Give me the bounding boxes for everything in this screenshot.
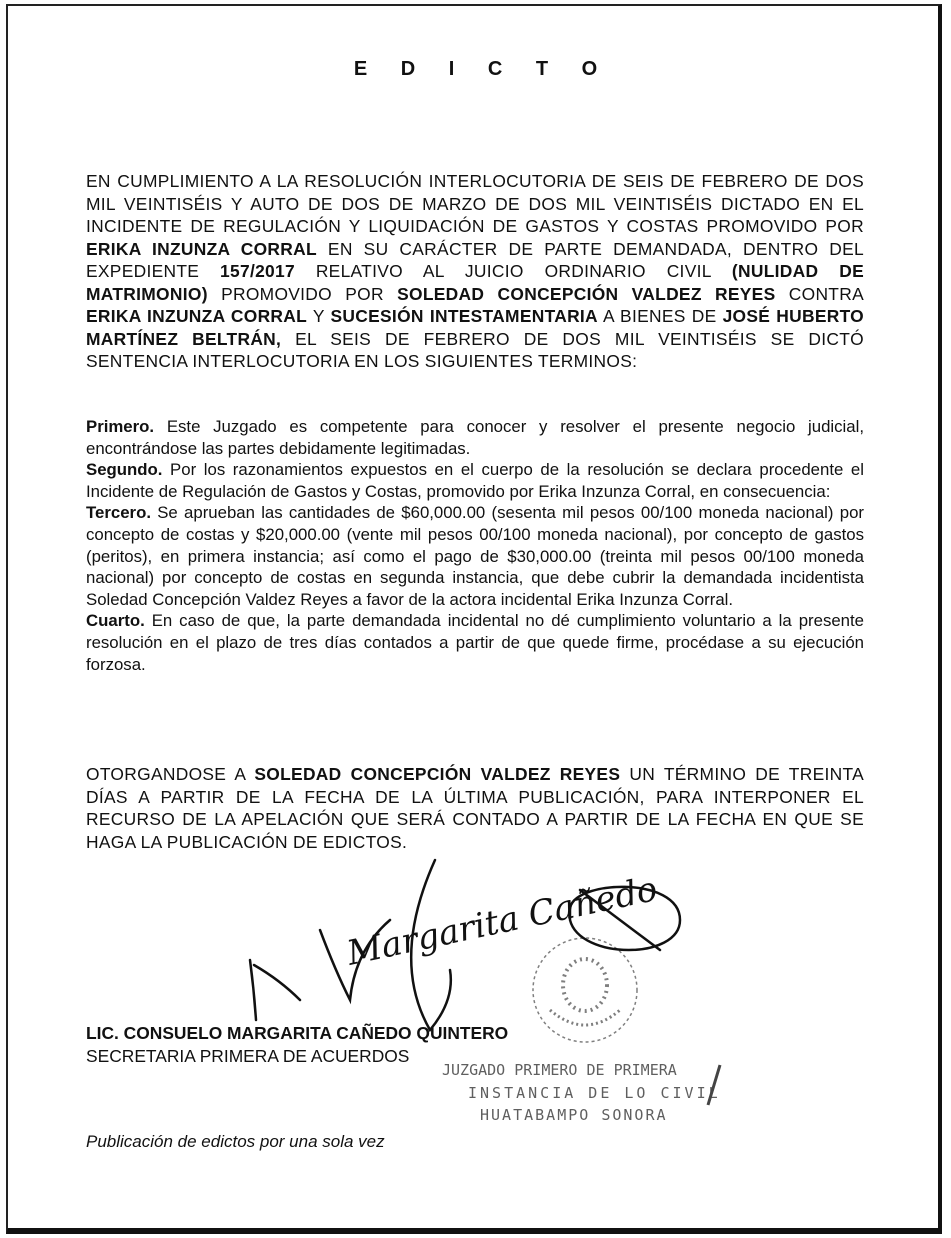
resolutivo-text: Este Juzgado es competente para conocer y resolver el presente negocio judicial, encontrándose las partes debidamente legitimadas. — [86, 417, 864, 458]
seal-line-3: HUATABAMPO SONORA — [480, 1106, 668, 1124]
signature-text: Margarita Cañedo — [343, 869, 661, 974]
intro-text-7: A BIENES DE — [597, 306, 723, 326]
intro-paragraph — [86, 170, 864, 373]
resolutivo-text: Se aprueban las cantidades de $60,000.00 (sesenta mil pesos 00/100 moneda nacional) por concepto de costas y $20,000.00 (vente mil pesos 00/100 moneda nacional), por concepto de gastos (peritos), en primera instancia; así como el pago de $30,000.00 (treinta mil pesos 00/100 moneda nacional) por concepto de costas en segunda instancia, que debe cubrir la demandada incidentista Soledad Concepción Valdez Reyes a favor de la actora incidental Erika Inzunza Corral. — [86, 503, 864, 609]
resolutivo-label: Cuarto. — [86, 611, 145, 631]
intro-text-2: EN SU CARÁCTER DE PARTE DEMANDADA, DENTRO DEL EXPEDIENTE — [86, 238, 865, 281]
resolutivo-label: Segundo. — [86, 460, 163, 480]
resolutivo-item — [86, 610, 864, 675]
expediente-number: 157/2017 — [220, 261, 295, 281]
resolutivo-label: Primero. — [86, 417, 155, 436]
publication-note: Publicación de edictos por una sola vez — [86, 1132, 385, 1151]
intro-bold-4: SOLEDAD CONCEPCIÓN VALDEZ REYES — [397, 283, 776, 304]
seal-line-1: JUZGADO PRIMERO DE PRIMERA — [442, 1061, 677, 1079]
seal-line-2: INSTANCIA DE LO CIVIL — [468, 1084, 721, 1102]
intro-text-8: EL SEIS DE FEBRERO DE DOS MIL VEINTISÉIS SE DICTÓ SENTENCIA INTERLOCUTORIA EN LOS SIGUIENTES TERMINOS: — [86, 328, 864, 371]
signatory-name: LIC. CONSUELO MARGARITA CAÑEDO QUINTERO — [86, 1023, 509, 1043]
intro-text-3: RELATIVO AL JUICIO ORDINARIO CIVIL — [294, 261, 732, 281]
closing-text-1: OTORGANDOSE A — [86, 764, 255, 784]
intro-bold-6: SUCESIÓN INTESTAMENTARIA — [330, 306, 598, 326]
intro-bold-5: ERIKA INZUNZA CORRAL — [86, 306, 308, 326]
closing-bold-1: SOLEDAD CONCEPCIÓN VALDEZ REYES — [254, 764, 621, 784]
intro-bold-7: JOSÉ HUBERTO MARTÍNEZ BELTRÁN, — [86, 306, 865, 349]
handwritten-signature — [240, 850, 700, 1050]
closing-paragraph — [86, 763, 864, 853]
resolutivos-list — [86, 416, 864, 675]
resolutivo-item — [86, 459, 864, 502]
signatory-role: SECRETARIA PRIMERA DE ACUERDOS — [86, 1046, 410, 1066]
intro-bold-1: ERIKA INZUNZA CORRAL — [86, 238, 317, 259]
closing-text-2: UN TÉRMINO DE TREINTA DÍAS A PARTIR DE LA FECHA DE LA ÚLTIMA PUBLICACIÓN, PARA INTERPONER EL RECURSO DE LA APELACIÓN QUE SERÁ CONTADO A PARTIR DE LA FECHA EN QUE SE HAGA LA PUBLICACIÓN DE EDICTOS. — [86, 764, 865, 852]
resolutivo-text: Por los razonamientos expuestos en el cuerpo de la resolución se declara procedente el Incidente de Regulación de Gastos y Costas, promovido por Erika Inzunza Corral, en consecuencia: — [86, 460, 864, 501]
intro-bold-3: (NULIDAD DE MATRIMONIO) — [86, 261, 864, 304]
intro-text-5: CONTRA — [775, 283, 864, 304]
resolutivo-label: Tercero. — [86, 503, 151, 523]
intro-text-1: EN CUMPLIMIENTO A LA RESOLUCIÓN INTERLOCUTORIA DE SEIS DE FEBRERO DE DOS MIL VEINTISÉIS Y AUTO DE DOS DE MARZO DE DOS MIL VEINTISÉIS DICTADO EN EL INCIDENTE DE REGULACIÓN Y LIQUIDACIÓN DE GASTOS Y COSTAS PROMOVIDO POR — [86, 171, 864, 236]
intro-text-6: Y — [307, 306, 331, 326]
resolutivo-text: En caso de que, la parte demandada incidental no dé cumplimiento voluntario a la presente resolución en el plazo de tres días contados a partir de que quede firme, procédase a su ejecución forzosa. — [86, 611, 864, 674]
resolutivo-item — [86, 416, 864, 459]
document-title: E D I C T O — [353, 58, 612, 80]
resolutivo-item — [86, 502, 864, 610]
intro-text-4: PROMOVIDO POR — [207, 283, 398, 304]
